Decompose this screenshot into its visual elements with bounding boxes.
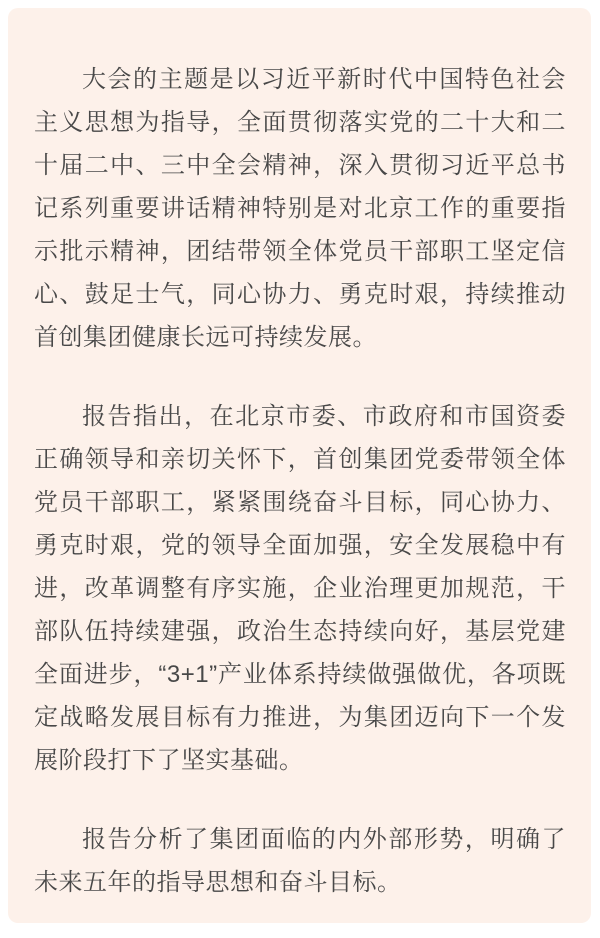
- paragraph: 大会的主题是以习近平新时代中国特色社会主义思想为指导，全面贯彻落实党的二十大和二十届二中、三中全会精神，深入贯彻习近平总书记系列重要讲话精神特别是对北京工作的重要指示批示精神，团结带领全体党员干部职工坚定信心、鼓足士气，同心协力、勇克时艰，持续推动首创集团健康长远可持续发展。: [34, 66, 566, 351]
- paragraph: 报告分析了集团面临的内外部形势，明确了未来五年的指导思想和奋斗目标。: [34, 826, 566, 896]
- article-card: [8, 8, 591, 923]
- article-body: [34, 58, 566, 904]
- paragraph: 报告指出，在北京市委、市政府和市国资委正确领导和亲切关怀下，首创集团党委带领全体党员干部职工，紧紧围绕奋斗目标，同心协力、勇克时艰，党的领导全面加强，安全发展稳中有进，改革调整有序实施，企业治理更加规范，干部队伍持续建强，政治生态持续向好，基层党建全面进步，“3+1”产业体系持续做强做优，各项既定战略发展目标有力推进，为集团迈向下一个发展阶段打下了坚实基础。: [34, 403, 566, 774]
